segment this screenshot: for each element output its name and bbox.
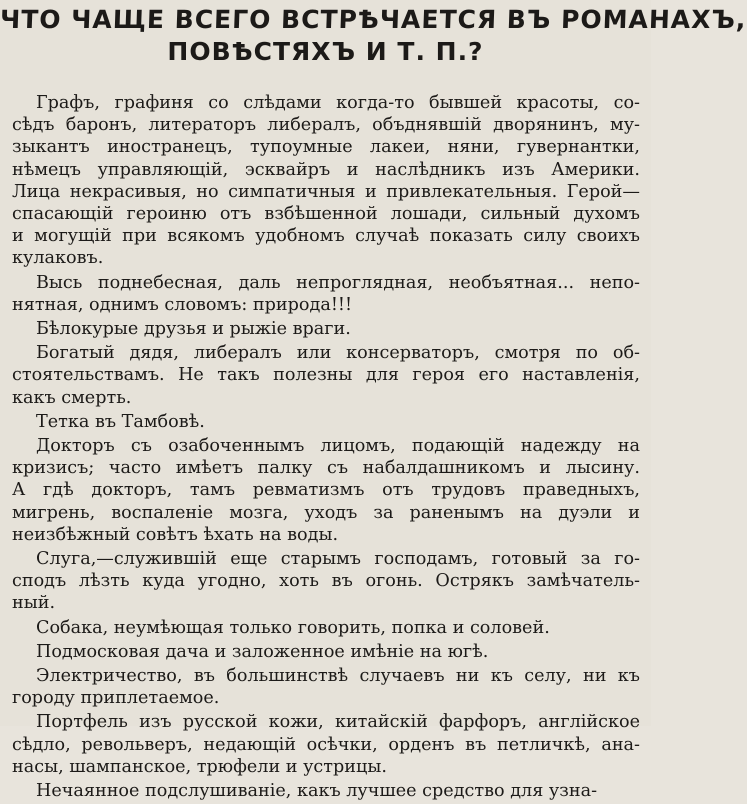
title-line-2: ПОВѢСТЯХЪ И Т. П.? [167, 37, 484, 66]
text-line: Бѣлокурые друзья и рыжіе враги. [36, 319, 351, 340]
paragraph [12, 617, 640, 639]
text-line: Богатый дядя, либералъ или консерваторъ, смотря по об- [36, 343, 640, 364]
text-line: кулаковъ. [12, 248, 104, 269]
paragraph [12, 318, 640, 340]
paragraph [12, 342, 640, 409]
text-line: кризисъ; часто имѣетъ палку съ набалдашникомъ и лысину. [12, 458, 640, 479]
text-line: нѣмецъ управляющій, эсквайръ и наслѣдникъ изъ Америки. [12, 159, 640, 180]
text-line: неизбѣжный совѣтъ ѣхать на воды. [12, 524, 339, 545]
text-line: А гдѣ докторъ, тамъ ревматизмъ отъ трудовъ праведныхъ, [12, 480, 640, 501]
text-line: Тетка въ Тамбовѣ. [36, 411, 205, 432]
article-body [12, 92, 640, 804]
text-line: Слуга,—служившій еще старымъ господамъ, готовый за го- [36, 549, 640, 570]
text-line: мигрень, воспаленіе мозга, уходъ за раненымъ на дуэли и [12, 502, 640, 523]
text-line: Подмосковая дача и заложенное имѣніе на югѣ. [36, 641, 489, 662]
paragraph [12, 641, 640, 663]
paragraph [12, 411, 640, 433]
text-line: насы, шампанское, трюфели и устрицы. [12, 756, 387, 777]
paragraph [12, 548, 640, 615]
text-line: сподъ лѣзть куда угодно, хоть въ огонь. Острякъ замѣчатель- [12, 571, 640, 592]
article-title [0, 0, 747, 68]
text-line: Собака, неумѣющая только говорить, попка и соловей. [36, 617, 550, 638]
text-line: стоятельствамъ. Не такъ полезны для героя его наставленія, [12, 365, 640, 386]
text-line: Графъ, графиня со слѣдами когда-то бывшей красоты, со- [36, 93, 640, 113]
text-line: городу приплетаемое. [12, 688, 220, 709]
paragraph [12, 272, 640, 316]
paragraph [12, 711, 640, 778]
paragraph [12, 780, 640, 802]
paragraph [12, 665, 640, 709]
text-line: Портфель изъ русской кожи, китайскій фарфоръ, англійское [36, 712, 640, 733]
text-line: сѣдло, револьверъ, недающій осѣчки, орденъ въ петличкѣ, ана- [12, 734, 640, 755]
text-line: спасающій героиню отъ взбѣшенной лошади, сильный духомъ [12, 204, 640, 225]
text-line: какъ смерть. [12, 387, 132, 408]
paragraph [12, 435, 640, 546]
text-line: Нечаянное подслушиваніе, какъ лучшее средство для узна- [36, 781, 598, 802]
text-line: нятная, однимъ словомъ: природа!!! [12, 294, 353, 315]
text-line: Электричество, въ большинствѣ случаевъ ни къ селу, ни къ [36, 666, 640, 687]
title-line-1: ЧТО ЧАЩЕ ВСЕГО ВСТРѢЧАЕТСЯ ВЪ РОМАНАХЪ, [0, 5, 747, 34]
text-line: Высь поднебесная, даль непроглядная, необъятная... непо- [36, 272, 640, 293]
text-line: сѣдъ баронъ, литераторъ либералъ, объднявшій дворянинъ, му- [12, 115, 640, 136]
text-line: Лица некрасивыя, но симпатичныя и привлекательныя. Герой— [12, 181, 640, 202]
text-line: ный. [12, 593, 56, 614]
text-line: Докторъ съ озабоченнымъ лицомъ, подающій надежду на [36, 436, 640, 457]
paragraph [12, 92, 640, 270]
text-line: зыкантъ иностранецъ, тупоумные лакеи, няни, гувернантки, [12, 137, 640, 158]
text-line: и могущій при всякомъ удобномъ случаѣ показать силу своихъ [12, 226, 640, 247]
